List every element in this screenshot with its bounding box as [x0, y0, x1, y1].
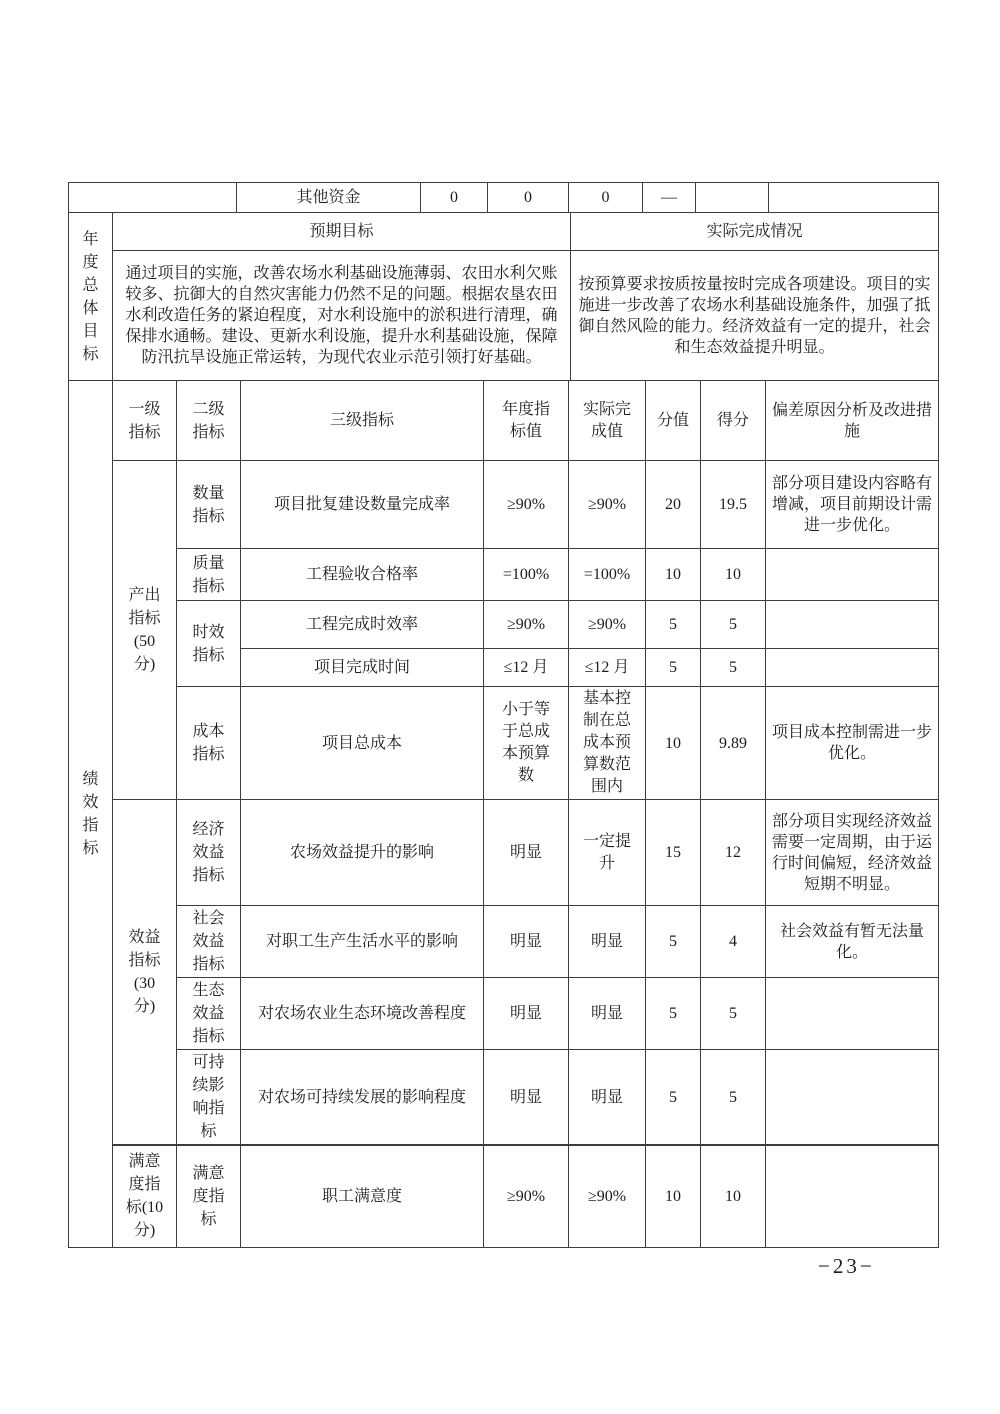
header-level2: 二级指标: [177, 381, 241, 461]
cell-level2: 可持续影响指标: [177, 1050, 241, 1146]
cell-level3: 农场效益提升的影响: [241, 800, 484, 906]
funds-label: 其他资金: [237, 183, 421, 213]
cell-actual: 基本控制在总成本预算数范围内: [569, 687, 646, 800]
cell-score: 5: [701, 649, 766, 687]
cell-deviation: 部分项目实现经济效益需要一定周期，由于运行时间偏短，经济效益短期不明显。: [766, 800, 939, 906]
cell-deviation: [766, 649, 939, 687]
indicator-row: [69, 978, 939, 1050]
cell-actual: ≤12 月: [569, 649, 646, 687]
funds-value-other: 0: [569, 183, 643, 213]
expected-goal-text: 通过项目的实施，改善农场水利基础设施薄弱、农田水利欠账较多、抗御大的自然灾害能力仍然不足的问题。根据农垦农田水利改造任务的紧迫程度，对水利设施中的淤积进行清理，确保排水通畅。建设、更新水利设施，提升水利基础设施，保障防汛抗旱设施正常运转，为现代农业示范引领打好基础。: [113, 251, 571, 381]
page-number: −23−: [818, 1254, 875, 1278]
performance-side-label-text: 绩效指标: [82, 770, 99, 857]
cell-score: 9.89: [701, 687, 766, 800]
cell-points: 5: [646, 978, 701, 1050]
empty-cell: [69, 183, 237, 213]
cell-target: ≥90%: [484, 601, 569, 649]
actual-completion-text: 按预算要求按质按量按时完成各项建设。项目的实施进一步改善了农场水利基础设施条件，加强了抵御自然风险的能力。经济效益有一定的提升，社会和生态效益提升明显。: [571, 251, 939, 381]
cell-target: 小于等于总成本预算数: [484, 687, 569, 800]
header-score: 得分: [701, 381, 766, 461]
indicator-row: [69, 687, 939, 800]
cell-level3: 项目总成本: [241, 687, 484, 800]
cell-level2: 数量指标: [177, 461, 241, 549]
cell-level3: 项目完成时间: [241, 649, 484, 687]
group-benefit: 效益指标(30分): [113, 800, 177, 1146]
actual-completion-header: 实际完成情况: [571, 213, 939, 251]
cell-level3: 项目批复建设数量完成率: [241, 461, 484, 549]
cell-target: 明显: [484, 978, 569, 1050]
indicator-row: [69, 461, 939, 549]
cell-score: 5: [701, 601, 766, 649]
cell-level2: 成本指标: [177, 687, 241, 800]
cell-points: 20: [646, 461, 701, 549]
header-level1: 一级指标: [113, 381, 177, 461]
indicators-header-row: [69, 381, 939, 461]
cell-target: ≤12 月: [484, 649, 569, 687]
header-points: 分值: [646, 381, 701, 461]
annual-goal-table: [68, 212, 939, 381]
cell-deviation: [766, 601, 939, 649]
funds-table: [68, 182, 939, 213]
cell-level2: 质量指标: [177, 549, 241, 601]
cell-level3: 职工满意度: [241, 1145, 484, 1247]
funds-value-local: 0: [488, 183, 569, 213]
annual-goal-side-label: [69, 213, 113, 381]
funds-value-central: 0: [421, 183, 488, 213]
funds-row: [69, 183, 939, 213]
cell-points: 10: [646, 549, 701, 601]
cell-level2: 社会效益指标: [177, 906, 241, 978]
indicator-row: [69, 1050, 939, 1146]
cell-score: 5: [701, 978, 766, 1050]
goal-header-row: [69, 213, 939, 251]
indicator-row: [69, 800, 939, 906]
indicator-row: [69, 1145, 939, 1247]
cell-target: =100%: [484, 549, 569, 601]
header-level3: 三级指标: [241, 381, 484, 461]
cell-actual: ≥90%: [569, 601, 646, 649]
performance-side-label: [69, 381, 113, 1248]
header-actual-value: 实际完成值: [569, 381, 646, 461]
indicator-row: [69, 906, 939, 978]
cell-actual: 明显: [569, 978, 646, 1050]
cell-level3: 对农场农业生态环境改善程度: [241, 978, 484, 1050]
cell-points: 10: [646, 687, 701, 800]
group-satisfaction: 满意度指标(10分): [113, 1145, 177, 1247]
cell-actual: 一定提升: [569, 800, 646, 906]
cell-level3: 对农场可持续发展的影响程度: [241, 1050, 484, 1146]
cell-score: 10: [701, 549, 766, 601]
cell-actual: 明显: [569, 906, 646, 978]
cell-target: ≥90%: [484, 1145, 569, 1247]
header-deviation: 偏差原因分析及改进措施: [766, 381, 939, 461]
indicator-row: [69, 549, 939, 601]
funds-value-dash: —: [643, 183, 696, 213]
cell-level3: 对职工生产生活水平的影响: [241, 906, 484, 978]
cell-score: 12: [701, 800, 766, 906]
cell-actual: 明显: [569, 1050, 646, 1146]
cell-points: 5: [646, 1050, 701, 1146]
cell-points: 5: [646, 601, 701, 649]
annual-goal-side-label-text: 年度总体目标: [82, 230, 99, 363]
cell-target: ≥90%: [484, 461, 569, 549]
cell-deviation: 部分项目建设内容略有增减，项目前期设计需进一步优化。: [766, 461, 939, 549]
cell-deviation: [766, 549, 939, 601]
empty-cell: [696, 183, 769, 213]
cell-target: 明显: [484, 906, 569, 978]
cell-deviation: 社会效益有暂无法量化。: [766, 906, 939, 978]
indicator-row: [69, 601, 939, 649]
cell-level2: 满意度指标: [177, 1145, 241, 1247]
group-output: 产出指标(50分): [113, 461, 177, 800]
indicators-table: [68, 380, 939, 1248]
cell-target: 明显: [484, 1050, 569, 1146]
cell-score: 4: [701, 906, 766, 978]
cell-deviation: [766, 978, 939, 1050]
cell-deviation: [766, 1145, 939, 1247]
header-annual-target: 年度指标值: [484, 381, 569, 461]
cell-level2: 经济效益指标: [177, 800, 241, 906]
cell-points: 15: [646, 800, 701, 906]
expected-goal-header: 预期目标: [113, 213, 571, 251]
cell-level2: 时效指标: [177, 601, 241, 687]
cell-level3: 工程完成时效率: [241, 601, 484, 649]
cell-score: 19.5: [701, 461, 766, 549]
empty-cell: [769, 183, 939, 213]
cell-level2: 生态效益指标: [177, 978, 241, 1050]
cell-deviation: 项目成本控制需进一步优化。: [766, 687, 939, 800]
goal-content-row: [69, 251, 939, 381]
cell-points: 10: [646, 1145, 701, 1247]
cell-points: 5: [646, 649, 701, 687]
cell-actual: =100%: [569, 549, 646, 601]
cell-level3: 工程验收合格率: [241, 549, 484, 601]
cell-target: 明显: [484, 800, 569, 906]
cell-score: 5: [701, 1050, 766, 1146]
cell-score: 10: [701, 1145, 766, 1247]
cell-points: 5: [646, 906, 701, 978]
cell-actual: ≥90%: [569, 461, 646, 549]
cell-deviation: [766, 1050, 939, 1146]
cell-actual: ≥90%: [569, 1145, 646, 1247]
